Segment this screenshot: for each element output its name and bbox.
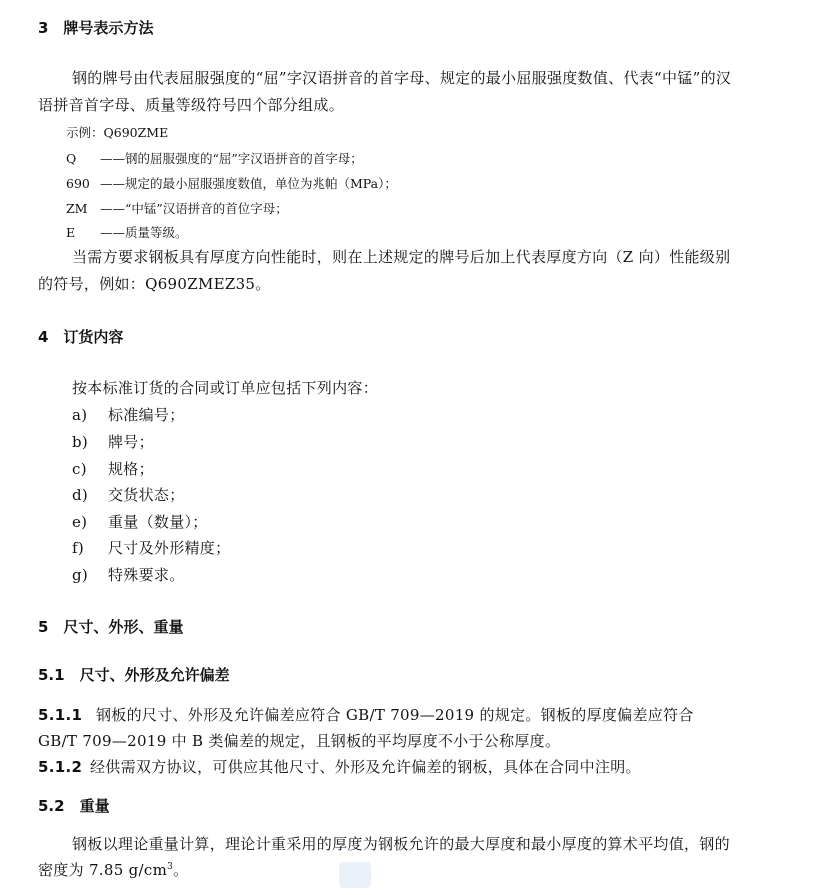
list-item	[72, 458, 154, 479]
sec5-2-line1: 钢板以理论重量计算，理论计重采用的厚度为钢板允许的最大厚度和最小厚度的算术平均值，钢的	[72, 835, 730, 853]
term-row	[66, 149, 363, 167]
section-5-heading: 5 尺寸、外形、重量	[38, 618, 184, 636]
list-item-text: 尺寸及外形精度；	[108, 539, 231, 557]
clause-number: 5.1.1	[38, 706, 83, 724]
sec4-intro: 按本标准订货的合同或订单应包括下列内容：	[72, 379, 379, 397]
section-5-2-heading: 5.2 重量	[38, 797, 110, 815]
section-5-1-heading: 5.1 尺寸、外形及允许偏差	[38, 666, 230, 684]
list-item	[72, 564, 185, 585]
clause-text: 经供需双方协议，可供应其他尺寸、外形及允许偏差的钢板，具体在合同中注明。	[90, 758, 641, 776]
clause-text: 钢板的尺寸、外形及允许偏差应符合 GB/T 709—2019 的规定。钢板的厚度偏差应符合	[96, 706, 694, 724]
sec3-para1-line2: 语拼音首字母、质量等级符号四个部分组成。	[38, 96, 345, 114]
term-row	[66, 223, 188, 241]
list-item	[72, 404, 185, 425]
sec3-para2-line1: 当需方要求钢板具有厚度方向性能时，则在上述规定的牌号后加上代表厚度方向（Z 向）性能级别	[72, 248, 731, 266]
list-item	[72, 484, 185, 505]
list-item	[72, 431, 154, 452]
term-description: ——“中锰”汉语拼音的首位字母；	[100, 201, 288, 216]
term-description: ——钢的屈服强度的“屈”字汉语拼音的首字母；	[100, 151, 363, 166]
list-item-text: 牌号；	[108, 433, 154, 451]
term-symbol: E	[66, 225, 76, 240]
term-row	[66, 199, 288, 217]
sec5-2-line2	[38, 859, 188, 880]
term-description: ——规定的最小屈服强度数值，单位为兆帕（MPa）；	[100, 176, 397, 191]
list-item-label: f)	[72, 539, 85, 557]
term-symbol: 690	[66, 176, 90, 191]
term-row	[66, 174, 397, 192]
density-text: 密度为 7.85 g/cm	[38, 861, 168, 879]
clause-5-1-1-line2: GB/T 709—2019 中 B 类偏差的规定，且钢板的平均厚度不小于公称厚度。	[38, 732, 561, 750]
section-4-heading: 4 订货内容	[38, 328, 124, 346]
list-item	[72, 511, 208, 532]
clause-5-1-2	[38, 756, 641, 777]
period: 。	[173, 861, 189, 879]
list-item-label: a)	[72, 406, 88, 424]
list-item-label: d)	[72, 486, 89, 504]
list-item-label: g)	[72, 566, 89, 584]
example-line: 示例：Q690ZME	[66, 125, 169, 140]
list-item-text: 规格；	[108, 460, 154, 478]
superscript: 3	[167, 862, 174, 872]
list-item-text: 标准编号；	[108, 406, 185, 424]
list-item-label: b)	[72, 433, 89, 451]
sec3-para2-line2: 的符号，例如：Q690ZMEZ35。	[38, 275, 271, 293]
list-item-label: c)	[72, 460, 87, 478]
section-3-heading: 3 牌号表示方法	[38, 19, 154, 37]
clause-5-1-1-line1	[38, 704, 694, 725]
clause-number: 5.1.2	[38, 758, 83, 776]
watermark-logo-icon	[339, 862, 371, 888]
term-description: ——质量等级。	[100, 225, 188, 240]
list-item	[72, 537, 230, 558]
term-symbol: ZM	[66, 201, 88, 216]
sec3-para1-line1: 钢的牌号由代表屈服强度的“屈”字汉语拼音的首字母、规定的最小屈服强度数值、代表“中锰”的汉	[72, 69, 732, 87]
list-item-text: 交货状态；	[108, 486, 185, 504]
list-item-label: e)	[72, 513, 88, 531]
list-item-text: 重量（数量）；	[108, 513, 208, 531]
term-symbol: Q	[66, 151, 77, 166]
list-item-text: 特殊要求。	[108, 566, 185, 584]
